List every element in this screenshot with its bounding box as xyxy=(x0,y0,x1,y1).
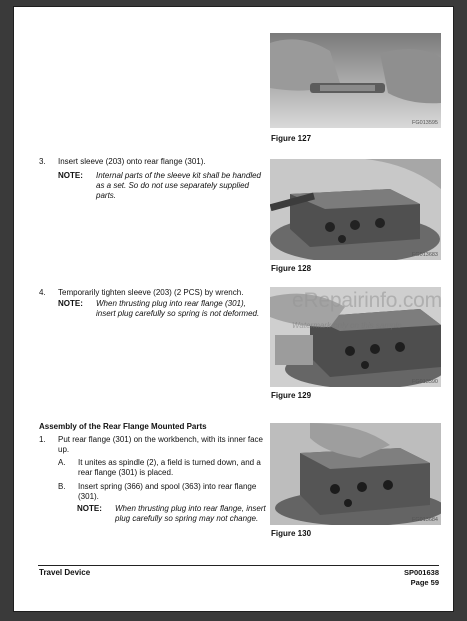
section-heading: Assembly of the Rear Flange Mounted Parts xyxy=(39,422,207,431)
figure-130-code: FG013684 xyxy=(412,517,438,523)
figure-129-caption: Figure 129 xyxy=(271,391,312,400)
watermark-notice: Watermark only on this sample xyxy=(292,321,402,330)
substep-letter: B. xyxy=(58,482,66,491)
footer-page-info xyxy=(404,568,439,588)
figure-128-code: FG013683 xyxy=(412,252,438,258)
note-text: Internal parts of the sleeve kit shall be handled as a set. So do not use separately supplied parts. xyxy=(96,171,261,200)
figure-127-caption: Figure 127 xyxy=(271,134,312,143)
step-4-note xyxy=(58,299,266,321)
step-number: 3. xyxy=(39,157,46,166)
step-number: 1. xyxy=(39,435,46,444)
figure-127-code: FG013595 xyxy=(412,120,438,126)
footer-section-title: Travel Device xyxy=(39,568,91,577)
step-4 xyxy=(39,288,269,298)
manual-page xyxy=(13,6,454,612)
step-text: Put rear flange (301) on the workbench, with its inner face up. xyxy=(58,435,263,454)
step-3-note xyxy=(58,171,266,203)
note-label: NOTE: xyxy=(58,171,83,180)
substep-b xyxy=(58,482,268,502)
note-label: NOTE: xyxy=(77,504,102,513)
figure-129-code: FG013590 xyxy=(412,379,438,385)
figure-128-caption: Figure 128 xyxy=(271,264,312,273)
step-text: Temporarily tighten sleeve (203) (2 PCS) by wrench. xyxy=(58,288,244,297)
figure-130-caption: Figure 130 xyxy=(271,529,312,538)
footer-page-number: Page 59 xyxy=(410,578,439,587)
figure-127-photo xyxy=(270,33,441,128)
substep-b-note xyxy=(77,504,267,524)
note-label: NOTE: xyxy=(58,299,83,308)
note-text: When thrusting plug into rear flange, insert plug carefully so spring may not change. xyxy=(115,504,266,523)
substep-a xyxy=(58,458,268,478)
substep-letter: A. xyxy=(58,458,66,467)
substep-text: It unites as spindle (2), a field is turned down, and a rear flange (301) is placed. xyxy=(78,458,261,477)
section-step-1 xyxy=(39,435,269,455)
figure-130-photo xyxy=(270,423,441,525)
step-number: 4. xyxy=(39,288,46,297)
watermark-site: eRepairinfo.com xyxy=(292,289,442,312)
step-text: Insert sleeve (203) onto rear flange (301). xyxy=(58,157,206,166)
footer-divider xyxy=(38,565,439,566)
substep-text: Insert spring (366) and spool (363) into rear flange (301). xyxy=(78,482,257,501)
footer-doc-id: SP001638 xyxy=(403,568,439,577)
step-3 xyxy=(39,157,269,167)
note-text: When thrusting plug into rear flange (301), insert plug carefully so spring is not deformed. xyxy=(96,299,260,318)
figure-128-photo xyxy=(270,159,441,260)
